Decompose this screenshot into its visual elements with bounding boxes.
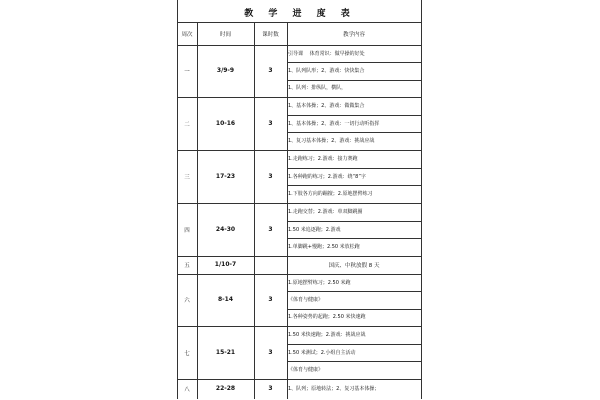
lesson-item: 1、队列队形；2、游戏：快快集合 bbox=[288, 68, 365, 74]
column-divider bbox=[197, 22, 198, 399]
lesson-divider bbox=[287, 132, 422, 133]
lesson-item: 1、基本体操；2、游戏：一切行动听指挥 bbox=[288, 120, 380, 127]
week-row-line bbox=[177, 379, 422, 380]
week-hours: 3 bbox=[268, 348, 273, 356]
lesson-divider bbox=[287, 80, 422, 81]
week-number: 六 bbox=[184, 298, 190, 304]
page-title: 教 学 进 度 表 bbox=[244, 9, 356, 19]
schedule-sheet bbox=[177, 0, 423, 400]
week-row-line bbox=[177, 150, 422, 151]
week-number: 五 bbox=[184, 263, 190, 269]
week-date: 10-16 bbox=[215, 119, 236, 127]
lesson-item: 1、队列：排纵队，横队， bbox=[288, 85, 347, 92]
lesson-item: 《体育与健康》 bbox=[288, 297, 324, 303]
lesson-item: 1.50 米测试；2.小组自主活动 bbox=[288, 349, 356, 356]
lesson-item: 1.走跑练习；2.游戏：接力赛跑 bbox=[288, 155, 358, 162]
header-time: 时间 bbox=[219, 32, 231, 38]
header-bottom-line bbox=[177, 45, 422, 46]
lesson-divider bbox=[287, 62, 422, 63]
week-date: 1/10-7 bbox=[214, 261, 237, 268]
lesson-divider bbox=[287, 185, 422, 186]
week-hours: 3 bbox=[268, 225, 273, 233]
header-week: 周次 bbox=[181, 32, 193, 38]
week-number: 八 bbox=[184, 387, 190, 393]
lesson-item: 1.下肢各方向的蹦擅；2.原地摆臂练习 bbox=[288, 191, 373, 198]
lesson-item: 1.原地摆臂练习；2.50 米跑 bbox=[288, 279, 351, 286]
week-date: 3/9-9 bbox=[216, 67, 235, 74]
week-date: 24-30 bbox=[215, 225, 236, 233]
week-date: 22-28 bbox=[215, 385, 236, 392]
week-number: 七 bbox=[184, 350, 190, 357]
holiday-note: 国庆、中秋放假 8 天 bbox=[328, 263, 380, 269]
lesson-item: 1.50 米快速跑；2.游戏：挑战应战 bbox=[288, 331, 366, 338]
week-number: 三 bbox=[184, 174, 190, 181]
week-row-line bbox=[177, 256, 422, 257]
lesson-divider bbox=[287, 361, 422, 362]
week-row-line bbox=[177, 97, 422, 98]
week-row-line bbox=[177, 203, 422, 204]
table-border bbox=[177, 0, 422, 399]
lesson-item: 1.50 米追逐跑；2.游戏 bbox=[288, 226, 341, 233]
week-hours: 3 bbox=[268, 172, 273, 180]
lesson-item: 1.单脚跳+慢跑；2.50 米放松跑 bbox=[288, 244, 360, 251]
week-hours: 3 bbox=[268, 296, 273, 303]
lesson-item: 《体育与健康》 bbox=[288, 367, 324, 374]
week-hours: 3 bbox=[268, 119, 273, 127]
lesson-item: 1.各种跑的练习；2.游戏：绕“8”字 bbox=[288, 173, 366, 180]
lesson-divider bbox=[287, 168, 422, 169]
lesson-item: 1.走跑交替；2.游戏：单双脚跳圈 bbox=[288, 208, 363, 215]
week-date: 15-21 bbox=[215, 348, 236, 356]
week-hours: 3 bbox=[268, 67, 273, 74]
lesson-item: 1、复习基本体操；2、游戏：挑战应战 bbox=[288, 138, 375, 145]
lesson-divider bbox=[287, 115, 422, 116]
week-number: 一 bbox=[184, 69, 190, 75]
header-content: 教学内容 bbox=[342, 32, 365, 38]
lesson-item: 1.各种姿势的起跑；2.50 米快速跑 bbox=[288, 314, 366, 321]
lesson-divider bbox=[287, 309, 422, 310]
week-date: 8-14 bbox=[217, 296, 233, 303]
week-number: 二 bbox=[184, 121, 190, 128]
week-date: 17-23 bbox=[215, 172, 236, 180]
week-row-line bbox=[177, 274, 422, 275]
week-hours: 3 bbox=[268, 385, 273, 392]
column-divider bbox=[254, 22, 255, 399]
lesson-item: 引导课 体育常识：做早操的好处 bbox=[288, 50, 365, 57]
week-number: 四 bbox=[184, 227, 190, 234]
lesson-divider bbox=[287, 238, 422, 239]
lesson-item: 1、队列；原地转法；2、复习基本体操； bbox=[288, 386, 380, 392]
lesson-divider bbox=[287, 344, 422, 345]
lesson-divider bbox=[287, 291, 422, 292]
lesson-divider bbox=[287, 221, 422, 222]
week-row-line bbox=[177, 326, 422, 327]
lesson-item: 1、基本体操；2、游戏：做做集合 bbox=[288, 102, 365, 109]
header-hours: 课时数 bbox=[262, 32, 279, 38]
header-top-line bbox=[177, 22, 422, 23]
